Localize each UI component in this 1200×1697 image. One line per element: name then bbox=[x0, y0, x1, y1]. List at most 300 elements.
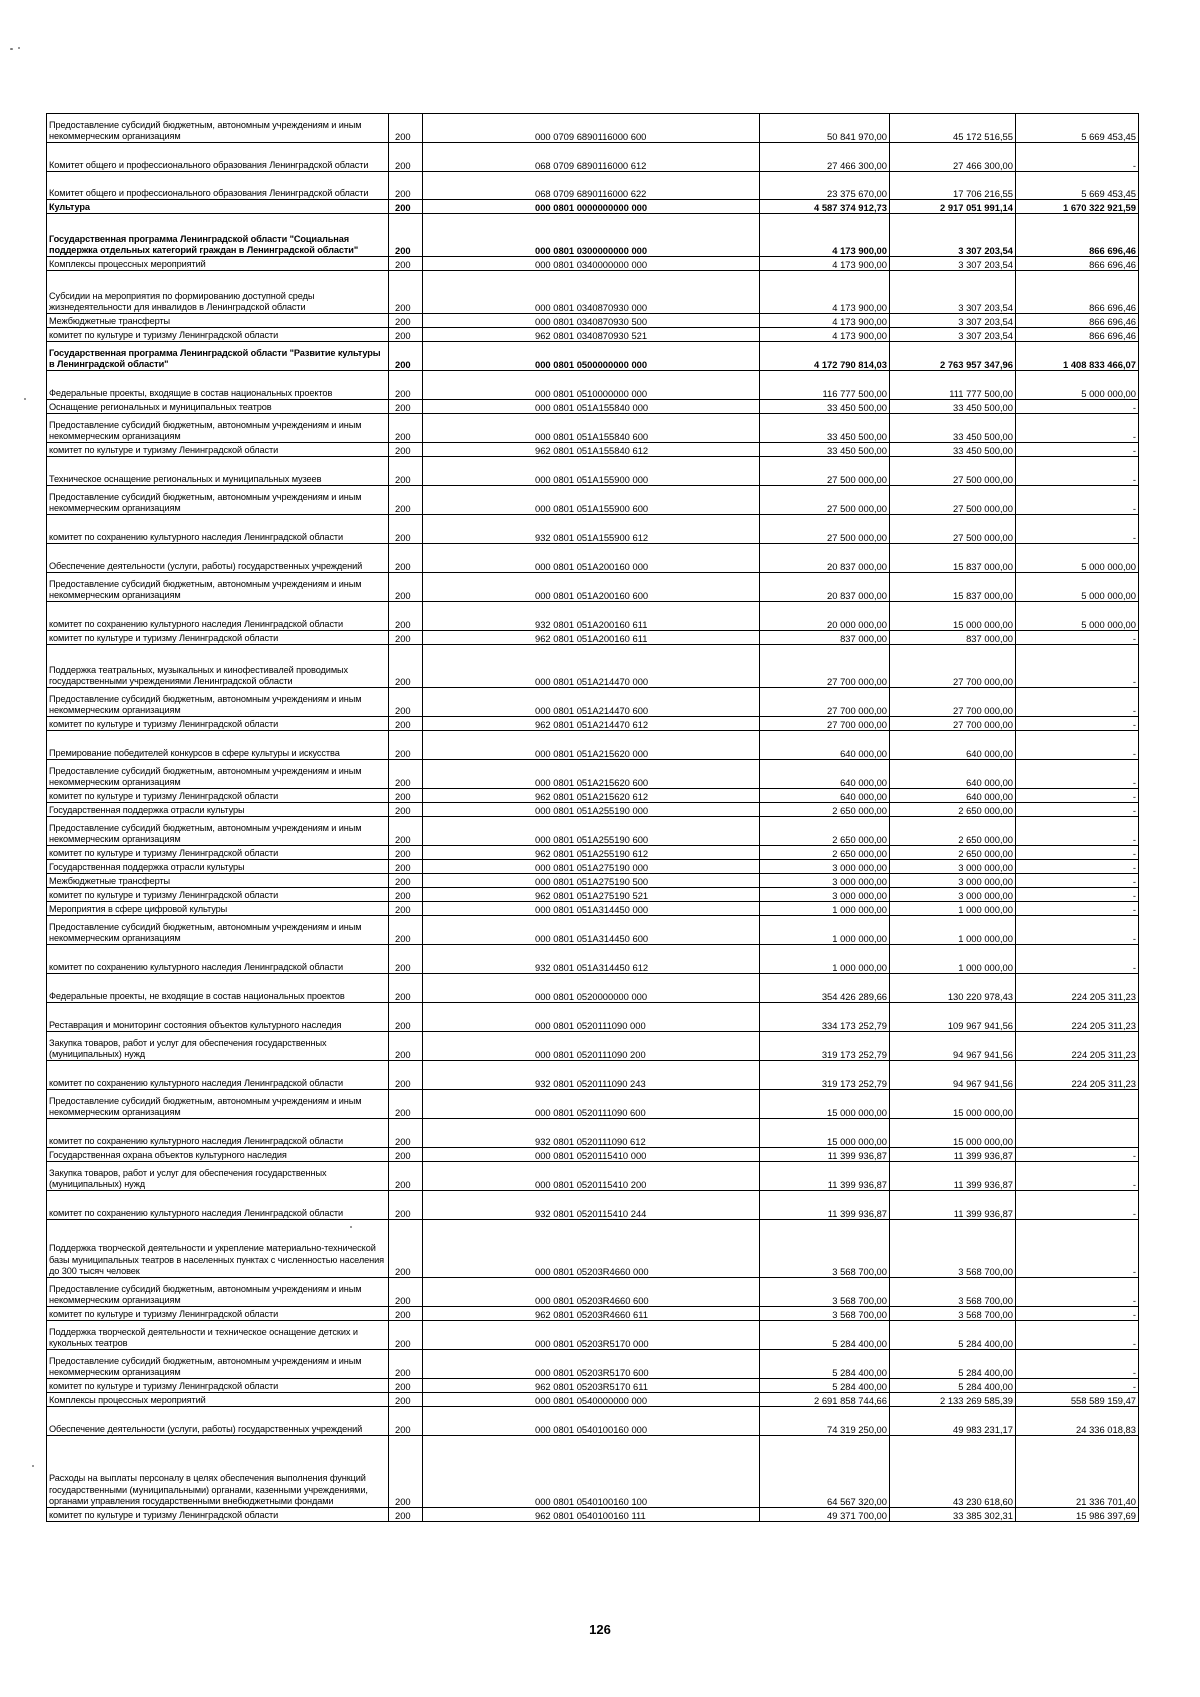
row-name-cell: Оснащение региональных и муниципальных театров bbox=[47, 400, 389, 414]
table-row bbox=[47, 631, 1139, 645]
row-name-cell: Предоставление субсидий бюджетным, автономным учреждениям и иным некоммерческим организациям bbox=[47, 817, 389, 846]
table-row bbox=[47, 257, 1139, 271]
table-row bbox=[47, 1148, 1139, 1162]
row-code-cell: 200 bbox=[389, 114, 423, 143]
row-executed-amount-cell: 3 568 700,00 bbox=[890, 1220, 1016, 1278]
row-remaining-amount-cell: - bbox=[1016, 803, 1139, 817]
table-row bbox=[47, 817, 1139, 846]
row-remaining-amount-cell: 224 205 311,23 bbox=[1016, 1003, 1139, 1032]
row-remaining-amount-cell: - bbox=[1016, 888, 1139, 902]
row-remaining-amount-cell: - bbox=[1016, 631, 1139, 645]
row-approved-amount-cell: 1 000 000,00 bbox=[760, 902, 890, 916]
row-remaining-amount-cell: - bbox=[1016, 1278, 1139, 1307]
row-code-cell: 200 bbox=[389, 1148, 423, 1162]
row-name-cell: комитет по культуре и туризму Ленинградской области bbox=[47, 443, 389, 457]
row-remaining-amount-cell bbox=[1016, 1119, 1139, 1148]
row-kbk-cell: 000 0801 051A214470 000 bbox=[423, 645, 760, 688]
row-remaining-amount-cell: - bbox=[1016, 860, 1139, 874]
row-code-cell: 200 bbox=[389, 1393, 423, 1407]
row-kbk-cell: 000 0801 0540100160 100 bbox=[423, 1436, 760, 1508]
row-code-cell: 200 bbox=[389, 688, 423, 717]
row-kbk-cell: 000 0801 0540100160 000 bbox=[423, 1407, 760, 1436]
row-remaining-amount-cell: - bbox=[1016, 1220, 1139, 1278]
row-executed-amount-cell: 27 700 000,00 bbox=[890, 717, 1016, 731]
row-name-cell: Предоставление субсидий бюджетным, автономным учреждениям и иным некоммерческим организациям bbox=[47, 1278, 389, 1307]
row-approved-amount-cell: 50 841 970,00 bbox=[760, 114, 890, 143]
row-kbk-cell: 962 0801 051A200160 611 bbox=[423, 631, 760, 645]
row-remaining-amount-cell: - bbox=[1016, 1148, 1139, 1162]
row-name-cell: Реставрация и мониторинг состояния объектов культурного наследия bbox=[47, 1003, 389, 1032]
row-kbk-cell: 000 0801 051A200160 000 bbox=[423, 544, 760, 573]
table-row bbox=[47, 717, 1139, 731]
scan-speck bbox=[10, 48, 13, 50]
row-code-cell: 200 bbox=[389, 1407, 423, 1436]
row-approved-amount-cell: 334 173 252,79 bbox=[760, 1003, 890, 1032]
row-name-cell: комитет по сохранению культурного наследия Ленинградской области bbox=[47, 1191, 389, 1220]
row-approved-amount-cell: 27 700 000,00 bbox=[760, 645, 890, 688]
row-executed-amount-cell: 94 967 941,56 bbox=[890, 1032, 1016, 1061]
row-approved-amount-cell: 4 173 900,00 bbox=[760, 214, 890, 257]
row-code-cell: 200 bbox=[389, 1379, 423, 1393]
row-remaining-amount-cell: - bbox=[1016, 789, 1139, 803]
row-executed-amount-cell: 640 000,00 bbox=[890, 760, 1016, 789]
row-kbk-cell: 962 0801 0340870930 521 bbox=[423, 328, 760, 342]
row-name-cell: Федеральные проекты, не входящие в состав национальных проектов bbox=[47, 974, 389, 1003]
row-approved-amount-cell: 5 284 400,00 bbox=[760, 1350, 890, 1379]
row-approved-amount-cell: 3 568 700,00 bbox=[760, 1278, 890, 1307]
row-approved-amount-cell: 20 837 000,00 bbox=[760, 544, 890, 573]
row-code-cell: 200 bbox=[389, 602, 423, 631]
row-executed-amount-cell: 3 307 203,54 bbox=[890, 314, 1016, 328]
row-approved-amount-cell: 2 650 000,00 bbox=[760, 817, 890, 846]
row-kbk-cell: 962 0801 051A155840 612 bbox=[423, 443, 760, 457]
row-approved-amount-cell: 3 568 700,00 bbox=[760, 1307, 890, 1321]
row-approved-amount-cell: 64 567 320,00 bbox=[760, 1436, 890, 1508]
row-name-cell: комитет по культуре и туризму Ленинградской области bbox=[47, 1508, 389, 1522]
row-code-cell: 200 bbox=[389, 888, 423, 902]
table-row bbox=[47, 328, 1139, 342]
row-executed-amount-cell: 640 000,00 bbox=[890, 731, 1016, 760]
table-row bbox=[47, 271, 1139, 314]
budget-execution-table bbox=[46, 113, 1139, 1522]
table-row bbox=[47, 760, 1139, 789]
row-approved-amount-cell: 3 568 700,00 bbox=[760, 1220, 890, 1278]
table-row bbox=[47, 457, 1139, 486]
row-name-cell: Поддержка театральных, музыкальных и кинофестивалей проводимых государственными учреждениями Ленинградской области bbox=[47, 645, 389, 688]
row-name-cell: Премирование победителей конкурсов в сфере культуры и искусства bbox=[47, 731, 389, 760]
row-approved-amount-cell: 11 399 936,87 bbox=[760, 1162, 890, 1191]
row-executed-amount-cell: 640 000,00 bbox=[890, 789, 1016, 803]
row-executed-amount-cell: 17 706 216,55 bbox=[890, 172, 1016, 200]
row-approved-amount-cell: 27 500 000,00 bbox=[760, 486, 890, 515]
row-executed-amount-cell: 15 837 000,00 bbox=[890, 573, 1016, 602]
row-remaining-amount-cell: - bbox=[1016, 645, 1139, 688]
row-code-cell: 200 bbox=[389, 817, 423, 846]
row-code-cell: 200 bbox=[389, 371, 423, 400]
row-approved-amount-cell: 4 587 374 912,73 bbox=[760, 200, 890, 214]
row-approved-amount-cell: 354 426 289,66 bbox=[760, 974, 890, 1003]
row-code-cell: 200 bbox=[389, 214, 423, 257]
row-name-cell: Комитет общего и профессионального образования Ленинградской области bbox=[47, 143, 389, 172]
row-kbk-cell: 000 0801 051A275190 500 bbox=[423, 874, 760, 888]
row-approved-amount-cell: 4 172 790 814,03 bbox=[760, 342, 890, 371]
row-remaining-amount-cell: - bbox=[1016, 1162, 1139, 1191]
table-row bbox=[47, 1508, 1139, 1522]
row-kbk-cell: 000 0801 0510000000 000 bbox=[423, 371, 760, 400]
row-code-cell: 200 bbox=[389, 414, 423, 443]
row-executed-amount-cell: 3 000 000,00 bbox=[890, 874, 1016, 888]
row-kbk-cell: 000 0801 0340870930 500 bbox=[423, 314, 760, 328]
row-kbk-cell: 000 0801 0520111090 200 bbox=[423, 1032, 760, 1061]
row-name-cell: комитет по сохранению культурного наследия Ленинградской области bbox=[47, 515, 389, 544]
row-executed-amount-cell: 33 450 500,00 bbox=[890, 414, 1016, 443]
row-code-cell: 200 bbox=[389, 1003, 423, 1032]
row-code-cell: 200 bbox=[389, 916, 423, 945]
row-code-cell: 200 bbox=[389, 486, 423, 515]
table-row bbox=[47, 846, 1139, 860]
row-kbk-cell: 000 0801 05203R4660 000 bbox=[423, 1220, 760, 1278]
row-kbk-cell: 000 0801 05203R4660 600 bbox=[423, 1278, 760, 1307]
row-approved-amount-cell: 640 000,00 bbox=[760, 731, 890, 760]
table-row bbox=[47, 1321, 1139, 1350]
row-name-cell: Комплексы процессных мероприятий bbox=[47, 1393, 389, 1407]
table-row bbox=[47, 544, 1139, 573]
row-approved-amount-cell: 4 173 900,00 bbox=[760, 314, 890, 328]
row-approved-amount-cell: 2 650 000,00 bbox=[760, 846, 890, 860]
row-executed-amount-cell: 27 500 000,00 bbox=[890, 457, 1016, 486]
row-code-cell: 200 bbox=[389, 945, 423, 974]
row-kbk-cell: 000 0801 051A214470 600 bbox=[423, 688, 760, 717]
table-row bbox=[47, 602, 1139, 631]
row-name-cell: комитет по культуре и туризму Ленинградской области bbox=[47, 717, 389, 731]
row-approved-amount-cell: 319 173 252,79 bbox=[760, 1061, 890, 1090]
row-executed-amount-cell: 2 650 000,00 bbox=[890, 803, 1016, 817]
row-remaining-amount-cell: 5 000 000,00 bbox=[1016, 371, 1139, 400]
row-kbk-cell: 932 0801 0520115410 244 bbox=[423, 1191, 760, 1220]
row-name-cell: Государственная программа Ленинградской области "Развитие культуры в Ленинградской области" bbox=[47, 342, 389, 371]
row-code-cell: 200 bbox=[389, 789, 423, 803]
table-row bbox=[47, 172, 1139, 200]
row-kbk-cell: 932 0801 051A314450 612 bbox=[423, 945, 760, 974]
row-name-cell: Государственная охрана объектов культурного наследия bbox=[47, 1148, 389, 1162]
budget-table-sheet bbox=[46, 113, 1138, 1522]
table-row bbox=[47, 1032, 1139, 1061]
row-code-cell: 200 bbox=[389, 631, 423, 645]
table-row bbox=[47, 1191, 1139, 1220]
row-remaining-amount-cell: 5 000 000,00 bbox=[1016, 544, 1139, 573]
table-row bbox=[47, 1220, 1139, 1278]
row-executed-amount-cell: 3 307 203,54 bbox=[890, 214, 1016, 257]
table-row bbox=[47, 1061, 1139, 1090]
row-name-cell: Предоставление субсидий бюджетным, автономным учреждениям и иным некоммерческим организациям bbox=[47, 414, 389, 443]
row-executed-amount-cell: 837 000,00 bbox=[890, 631, 1016, 645]
row-code-cell: 200 bbox=[389, 1436, 423, 1508]
row-approved-amount-cell: 23 375 670,00 bbox=[760, 172, 890, 200]
row-executed-amount-cell: 27 700 000,00 bbox=[890, 645, 1016, 688]
row-kbk-cell: 962 0801 051A275190 521 bbox=[423, 888, 760, 902]
table-row bbox=[47, 860, 1139, 874]
row-approved-amount-cell: 4 173 900,00 bbox=[760, 328, 890, 342]
row-kbk-cell: 000 0801 051A200160 600 bbox=[423, 573, 760, 602]
row-name-cell: комитет по культуре и туризму Ленинградской области bbox=[47, 1379, 389, 1393]
row-name-cell: Предоставление субсидий бюджетным, автономным учреждениям и иным некоммерческим организациям bbox=[47, 486, 389, 515]
row-kbk-cell: 000 0801 0300000000 000 bbox=[423, 214, 760, 257]
row-executed-amount-cell: 1 000 000,00 bbox=[890, 916, 1016, 945]
table-row bbox=[47, 1393, 1139, 1407]
table-body bbox=[47, 114, 1139, 1522]
row-code-cell: 200 bbox=[389, 457, 423, 486]
row-name-cell: Обеспечение деятельности (услуги, работы) государственных учреждений bbox=[47, 1407, 389, 1436]
row-executed-amount-cell: 2 650 000,00 bbox=[890, 846, 1016, 860]
row-remaining-amount-cell bbox=[1016, 1090, 1139, 1119]
row-remaining-amount-cell: - bbox=[1016, 1307, 1139, 1321]
row-remaining-amount-cell: 1 408 833 466,07 bbox=[1016, 342, 1139, 371]
row-executed-amount-cell: 2 650 000,00 bbox=[890, 817, 1016, 846]
row-code-cell: 200 bbox=[389, 1220, 423, 1278]
row-approved-amount-cell: 3 000 000,00 bbox=[760, 888, 890, 902]
row-approved-amount-cell: 2 650 000,00 bbox=[760, 803, 890, 817]
row-remaining-amount-cell: - bbox=[1016, 874, 1139, 888]
row-remaining-amount-cell: - bbox=[1016, 515, 1139, 544]
row-executed-amount-cell: 27 500 000,00 bbox=[890, 486, 1016, 515]
row-name-cell: комитет по культуре и туризму Ленинградской области bbox=[47, 328, 389, 342]
row-executed-amount-cell: 33 450 500,00 bbox=[890, 443, 1016, 457]
row-name-cell: Предоставление субсидий бюджетным, автономным учреждениям и иным некоммерческим организациям bbox=[47, 916, 389, 945]
row-approved-amount-cell: 5 284 400,00 bbox=[760, 1379, 890, 1393]
row-kbk-cell: 932 0801 051A200160 611 bbox=[423, 602, 760, 631]
row-name-cell: Предоставление субсидий бюджетным, автономным учреждениям и иным некоммерческим организациям bbox=[47, 573, 389, 602]
table-row bbox=[47, 645, 1139, 688]
row-kbk-cell: 068 0709 6890116000 622 bbox=[423, 172, 760, 200]
row-executed-amount-cell: 43 230 618,60 bbox=[890, 1436, 1016, 1508]
row-approved-amount-cell: 3 000 000,00 bbox=[760, 874, 890, 888]
row-code-cell: 200 bbox=[389, 172, 423, 200]
row-remaining-amount-cell: - bbox=[1016, 945, 1139, 974]
row-code-cell: 200 bbox=[389, 271, 423, 314]
row-executed-amount-cell: 15 000 000,00 bbox=[890, 1090, 1016, 1119]
row-code-cell: 200 bbox=[389, 400, 423, 414]
row-executed-amount-cell: 49 983 231,17 bbox=[890, 1407, 1016, 1436]
row-name-cell: Предоставление субсидий бюджетным, автономным учреждениям и иным некоммерческим организациям bbox=[47, 1350, 389, 1379]
row-code-cell: 200 bbox=[389, 257, 423, 271]
row-remaining-amount-cell: - bbox=[1016, 916, 1139, 945]
table-row bbox=[47, 945, 1139, 974]
row-remaining-amount-cell: 15 986 397,69 bbox=[1016, 1508, 1139, 1522]
row-code-cell: 200 bbox=[389, 573, 423, 602]
table-row bbox=[47, 214, 1139, 257]
table-row bbox=[47, 888, 1139, 902]
row-remaining-amount-cell: - bbox=[1016, 457, 1139, 486]
row-code-cell: 200 bbox=[389, 143, 423, 172]
table-row bbox=[47, 916, 1139, 945]
row-executed-amount-cell: 3 568 700,00 bbox=[890, 1307, 1016, 1321]
row-executed-amount-cell: 5 284 400,00 bbox=[890, 1379, 1016, 1393]
row-kbk-cell: 000 0801 051A314450 000 bbox=[423, 902, 760, 916]
row-code-cell: 200 bbox=[389, 860, 423, 874]
row-remaining-amount-cell: - bbox=[1016, 688, 1139, 717]
table-row bbox=[47, 1003, 1139, 1032]
row-executed-amount-cell: 45 172 516,55 bbox=[890, 114, 1016, 143]
scan-speck bbox=[18, 47, 20, 49]
row-name-cell: Предоставление субсидий бюджетным, автономным учреждениям и иным некоммерческим организациям bbox=[47, 1090, 389, 1119]
row-remaining-amount-cell: - bbox=[1016, 846, 1139, 860]
table-row bbox=[47, 874, 1139, 888]
row-remaining-amount-cell: 24 336 018,83 bbox=[1016, 1407, 1139, 1436]
row-kbk-cell: 000 0801 0340000000 000 bbox=[423, 257, 760, 271]
row-executed-amount-cell: 11 399 936,87 bbox=[890, 1148, 1016, 1162]
row-kbk-cell: 962 0801 051A255190 612 bbox=[423, 846, 760, 860]
row-executed-amount-cell: 11 399 936,87 bbox=[890, 1191, 1016, 1220]
row-kbk-cell: 000 0801 051A155840 600 bbox=[423, 414, 760, 443]
row-code-cell: 200 bbox=[389, 1508, 423, 1522]
row-code-cell: 200 bbox=[389, 443, 423, 457]
row-name-cell: Мероприятия в сфере цифровой культуры bbox=[47, 902, 389, 916]
row-executed-amount-cell: 27 700 000,00 bbox=[890, 688, 1016, 717]
row-remaining-amount-cell: 5 000 000,00 bbox=[1016, 573, 1139, 602]
row-executed-amount-cell: 3 307 203,54 bbox=[890, 328, 1016, 342]
row-approved-amount-cell: 27 500 000,00 bbox=[760, 515, 890, 544]
row-approved-amount-cell: 27 700 000,00 bbox=[760, 688, 890, 717]
row-kbk-cell: 962 0801 051A214470 612 bbox=[423, 717, 760, 731]
row-approved-amount-cell: 319 173 252,79 bbox=[760, 1032, 890, 1061]
row-name-cell: Предоставление субсидий бюджетным, автономным учреждениям и иным некоммерческим организациям bbox=[47, 760, 389, 789]
row-name-cell: Государственная программа Ленинградской области "Социальная поддержка отдельных категорий граждан в Ленинградской области" bbox=[47, 214, 389, 257]
row-code-cell: 200 bbox=[389, 1307, 423, 1321]
row-remaining-amount-cell: 1 670 322 921,59 bbox=[1016, 200, 1139, 214]
row-name-cell: Межбюджетные трансферты bbox=[47, 314, 389, 328]
row-remaining-amount-cell: - bbox=[1016, 731, 1139, 760]
table-row bbox=[47, 200, 1139, 214]
row-kbk-cell: 000 0801 051A314450 600 bbox=[423, 916, 760, 945]
row-code-cell: 200 bbox=[389, 1032, 423, 1061]
row-code-cell: 200 bbox=[389, 1321, 423, 1350]
row-code-cell: 200 bbox=[389, 1278, 423, 1307]
scan-speck bbox=[32, 1465, 34, 1467]
row-executed-amount-cell: 33 450 500,00 bbox=[890, 400, 1016, 414]
row-executed-amount-cell: 111 777 500,00 bbox=[890, 371, 1016, 400]
row-name-cell: комитет по сохранению культурного наследия Ленинградской области bbox=[47, 945, 389, 974]
table-row bbox=[47, 143, 1139, 172]
row-code-cell: 200 bbox=[389, 200, 423, 214]
table-row bbox=[47, 1090, 1139, 1119]
row-approved-amount-cell: 74 319 250,00 bbox=[760, 1407, 890, 1436]
row-executed-amount-cell: 130 220 978,43 bbox=[890, 974, 1016, 1003]
row-kbk-cell: 000 0801 051A155900 600 bbox=[423, 486, 760, 515]
row-code-cell: 200 bbox=[389, 1119, 423, 1148]
row-executed-amount-cell: 2 763 957 347,96 bbox=[890, 342, 1016, 371]
row-kbk-cell: 000 0801 051A255190 000 bbox=[423, 803, 760, 817]
row-approved-amount-cell: 11 399 936,87 bbox=[760, 1191, 890, 1220]
row-executed-amount-cell: 3 568 700,00 bbox=[890, 1278, 1016, 1307]
row-executed-amount-cell: 27 466 300,00 bbox=[890, 143, 1016, 172]
row-name-cell: Федеральные проекты, входящие в состав национальных проектов bbox=[47, 371, 389, 400]
row-approved-amount-cell: 15 000 000,00 bbox=[760, 1090, 890, 1119]
row-kbk-cell: 000 0801 0520111090 600 bbox=[423, 1090, 760, 1119]
table-row bbox=[47, 1307, 1139, 1321]
row-name-cell: Предоставление субсидий бюджетным, автономным учреждениям и иным некоммерческим организациям bbox=[47, 114, 389, 143]
row-code-cell: 200 bbox=[389, 1191, 423, 1220]
row-executed-amount-cell: 94 967 941,56 bbox=[890, 1061, 1016, 1090]
table-row bbox=[47, 1379, 1139, 1393]
table-row bbox=[47, 789, 1139, 803]
row-remaining-amount-cell: - bbox=[1016, 1379, 1139, 1393]
row-name-cell: комитет по сохранению культурного наследия Ленинградской области bbox=[47, 1119, 389, 1148]
row-remaining-amount-cell: 866 696,46 bbox=[1016, 214, 1139, 257]
row-name-cell: Поддержка творческой деятельности и техническое оснащение детских и кукольных театров bbox=[47, 1321, 389, 1350]
row-executed-amount-cell: 3 307 203,54 bbox=[890, 271, 1016, 314]
row-approved-amount-cell: 20 000 000,00 bbox=[760, 602, 890, 631]
row-remaining-amount-cell: - bbox=[1016, 486, 1139, 515]
row-approved-amount-cell: 27 466 300,00 bbox=[760, 143, 890, 172]
row-code-cell: 200 bbox=[389, 314, 423, 328]
row-code-cell: 200 bbox=[389, 846, 423, 860]
row-approved-amount-cell: 11 399 936,87 bbox=[760, 1148, 890, 1162]
row-kbk-cell: 000 0801 0520000000 000 bbox=[423, 974, 760, 1003]
row-approved-amount-cell: 33 450 500,00 bbox=[760, 414, 890, 443]
table-row bbox=[47, 371, 1139, 400]
row-remaining-amount-cell: - bbox=[1016, 414, 1139, 443]
row-approved-amount-cell: 49 371 700,00 bbox=[760, 1508, 890, 1522]
row-code-cell: 200 bbox=[389, 1090, 423, 1119]
row-remaining-amount-cell: - bbox=[1016, 443, 1139, 457]
row-kbk-cell: 962 0801 051A215620 612 bbox=[423, 789, 760, 803]
row-name-cell: Комплексы процессных мероприятий bbox=[47, 257, 389, 271]
row-kbk-cell: 000 0801 051A275190 000 bbox=[423, 860, 760, 874]
row-kbk-cell: 000 0709 6890116000 600 bbox=[423, 114, 760, 143]
table-row bbox=[47, 573, 1139, 602]
row-name-cell: Закупка товаров, работ и услуг для обеспечения государственных (муниципальных) нужд bbox=[47, 1032, 389, 1061]
row-code-cell: 200 bbox=[389, 902, 423, 916]
row-remaining-amount-cell: 866 696,46 bbox=[1016, 328, 1139, 342]
row-name-cell: Закупка товаров, работ и услуг для обеспечения государственных (муниципальных) нужд bbox=[47, 1162, 389, 1191]
row-approved-amount-cell: 4 173 900,00 bbox=[760, 257, 890, 271]
table-row bbox=[47, 400, 1139, 414]
table-row bbox=[47, 1278, 1139, 1307]
table-row bbox=[47, 803, 1139, 817]
row-executed-amount-cell: 3 000 000,00 bbox=[890, 888, 1016, 902]
table-row bbox=[47, 486, 1139, 515]
row-kbk-cell: 000 0801 0520111090 000 bbox=[423, 1003, 760, 1032]
row-executed-amount-cell: 1 000 000,00 bbox=[890, 945, 1016, 974]
row-remaining-amount-cell: - bbox=[1016, 400, 1139, 414]
table-row bbox=[47, 515, 1139, 544]
row-code-cell: 200 bbox=[389, 1350, 423, 1379]
row-approved-amount-cell: 3 000 000,00 bbox=[760, 860, 890, 874]
row-name-cell: комитет по сохранению культурного наследия Ленинградской области bbox=[47, 1061, 389, 1090]
row-code-cell: 200 bbox=[389, 515, 423, 544]
row-name-cell: Культура bbox=[47, 200, 389, 214]
row-remaining-amount-cell: 866 696,46 bbox=[1016, 271, 1139, 314]
row-remaining-amount-cell: 5 669 453,45 bbox=[1016, 114, 1139, 143]
row-remaining-amount-cell: - bbox=[1016, 143, 1139, 172]
table-row bbox=[47, 1436, 1139, 1508]
table-row bbox=[47, 443, 1139, 457]
row-executed-amount-cell: 5 284 400,00 bbox=[890, 1321, 1016, 1350]
row-kbk-cell: 000 0801 0340870930 000 bbox=[423, 271, 760, 314]
table-row bbox=[47, 902, 1139, 916]
row-remaining-amount-cell: - bbox=[1016, 717, 1139, 731]
row-executed-amount-cell: 2 917 051 991,14 bbox=[890, 200, 1016, 214]
row-executed-amount-cell: 15 837 000,00 bbox=[890, 544, 1016, 573]
row-kbk-cell: 000 0801 05203R5170 600 bbox=[423, 1350, 760, 1379]
row-code-cell: 200 bbox=[389, 1061, 423, 1090]
table-row bbox=[47, 1350, 1139, 1379]
row-kbk-cell: 000 0801 0520115410 000 bbox=[423, 1148, 760, 1162]
row-name-cell: Межбюджетные трансферты bbox=[47, 874, 389, 888]
row-approved-amount-cell: 33 450 500,00 bbox=[760, 443, 890, 457]
row-kbk-cell: 000 0801 0540000000 000 bbox=[423, 1393, 760, 1407]
table-row bbox=[47, 414, 1139, 443]
